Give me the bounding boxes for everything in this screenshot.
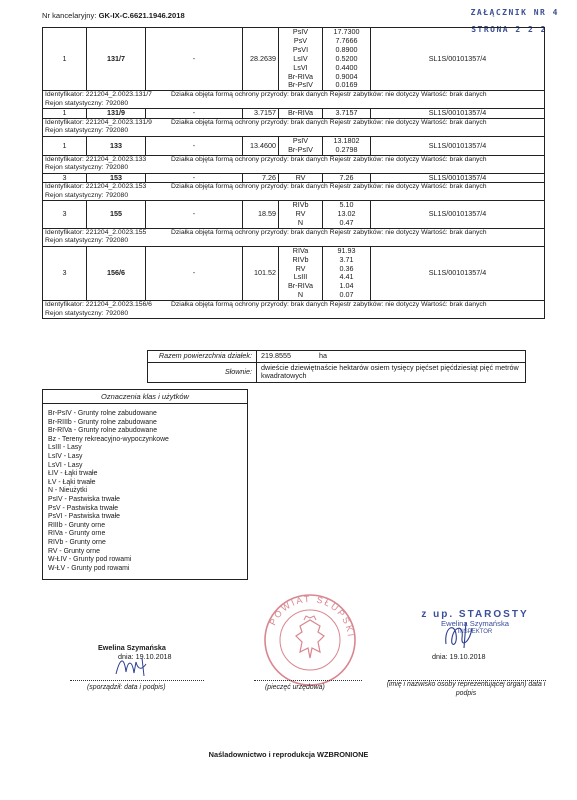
- parcel-identifier: Identyfikator: 221204_2.0023.133: [45, 155, 147, 163]
- authority-date: dnia: 19.10.2018: [432, 652, 486, 661]
- land-register-number: SL1S/00101357/4: [371, 246, 545, 300]
- land-class-area: 4.41: [339, 272, 354, 282]
- land-classes: [279, 173, 323, 183]
- land-class-area: 1.04: [339, 281, 354, 291]
- land-classes: [279, 28, 323, 91]
- land-register-number: SL1S/00101357/4: [371, 201, 545, 229]
- monument-registry: Rejestr zabytków: nie dotyczy: [329, 91, 420, 99]
- land-class: RV: [295, 263, 306, 273]
- legend-item: Br-PsIV - Grunty rolne zabudowane: [48, 410, 157, 417]
- parcel-value: Wartość: brak danych: [421, 228, 487, 236]
- row-lp: 3: [43, 173, 87, 183]
- land-class: LsIII: [293, 272, 308, 282]
- land-class: Br-RIVa: [287, 281, 314, 291]
- footer-notice: Naśladownictwo i reprodukcja WZBRONIONE: [208, 750, 369, 759]
- nature-protection: Działka objęta formą ochrony przyrody: brak danych: [171, 183, 328, 191]
- nature-protection: Działka objęta formą ochrony przyrody: brak danych: [171, 91, 328, 99]
- legend-item: PsVI - Pastwiska trwałe: [48, 513, 120, 521]
- row-placeholder: -: [146, 246, 243, 300]
- legend-item: PsIV - Pastwiska trwałe: [48, 495, 120, 503]
- land-class: RV: [295, 172, 306, 182]
- land-classes: [279, 109, 323, 119]
- row-lp: 1: [43, 28, 87, 91]
- nature-protection: Działka objęta formą ochrony przyrody: brak danych: [171, 301, 328, 309]
- monument-registry: Rejestr zabytków: nie dotyczy: [329, 155, 420, 163]
- legend-item: N - Nieużytki: [48, 487, 88, 495]
- parcel-ident-cell: [43, 183, 545, 201]
- land-class: RIVb: [292, 200, 309, 210]
- parcel-ident-cell: [43, 91, 545, 109]
- monument-registry: Rejestr zabytków: nie dotyczy: [329, 301, 420, 309]
- statistical-region: Rejon statystyczny: 792080: [45, 99, 129, 107]
- parcel-identifier: Identyfikator: 221204_2.0023.155: [45, 228, 147, 236]
- legend-item: Br-RIVa - Grunty rolne zabudowane: [48, 427, 158, 435]
- parcel-ident-row: [43, 183, 545, 201]
- parcel-ident-row: [43, 91, 545, 109]
- row-lp: 3: [43, 246, 87, 300]
- parcel-area: 28.2639: [243, 28, 279, 91]
- land-register-number: SL1S/00101357/4: [371, 109, 545, 119]
- authority-stamp-role: INSPEKTOR: [457, 629, 493, 636]
- land-class-area: 3.7157: [335, 108, 358, 118]
- parcel-ident-row: [43, 119, 545, 137]
- land-class-area: 0.2798: [335, 144, 358, 154]
- legend-item: RIIIb - Grunty orne: [48, 521, 106, 529]
- parcel-area: 7.26: [243, 173, 279, 183]
- legend-item: Br-RIIIb - Grunty rolne zabudowane: [48, 418, 157, 426]
- parcel-value: Wartość: brak danych: [421, 119, 487, 127]
- legend-item: RIVa - Grunty orne: [48, 530, 106, 538]
- row-placeholder: -: [146, 28, 243, 91]
- land-class-areas: [323, 201, 371, 229]
- parcel-identifier: Identyfikator: 221204_2.0023.153: [45, 183, 147, 191]
- legend-list: [43, 404, 247, 579]
- land-class-area: 3.71: [339, 254, 354, 264]
- parcel-ident-cell: [43, 155, 545, 173]
- monument-registry: Rejestr zabytków: nie dotyczy: [329, 228, 420, 236]
- parcel-row: [43, 136, 545, 155]
- land-class: PsIV: [292, 27, 309, 36]
- row-lp: 3: [43, 201, 87, 229]
- parcel-row: [43, 246, 545, 300]
- land-class-area: 17.7300: [333, 27, 360, 36]
- land-class: Br-RIVa: [287, 108, 314, 118]
- parcel-ident-cell: [43, 228, 545, 246]
- seal-ring-label: POWIAT SŁUPSKI: [267, 593, 356, 639]
- preparer-name: Ewelina Szymańska: [98, 643, 166, 652]
- land-class-areas: [323, 136, 371, 155]
- parcel-number: 131/9: [87, 109, 146, 119]
- legend-item: LsIII - Lasy: [48, 444, 82, 452]
- parcel-area: 3.7157: [243, 109, 279, 119]
- land-class: PsVI: [292, 44, 309, 54]
- parcel-area: 101.52: [243, 246, 279, 300]
- seal-line: [254, 680, 362, 681]
- land-class: LsIV: [293, 53, 308, 63]
- land-classes: [279, 136, 323, 155]
- authority-stamp-name: Ewelina Szymańska: [441, 619, 509, 629]
- row-placeholder: -: [146, 201, 243, 229]
- parcel-value: Wartość: brak danych: [421, 155, 487, 163]
- land-class: PsV: [293, 35, 308, 45]
- preparer-caption: (sporządził: data i podpis): [87, 684, 166, 691]
- parcel-value: Wartość: brak danych: [421, 183, 487, 191]
- land-register-number: SL1S/00101357/4: [371, 173, 545, 183]
- official-seal-ring-text: [262, 592, 358, 688]
- preparer-signature: [112, 654, 162, 678]
- land-class: RIVb: [292, 254, 309, 264]
- land-class-area: 91.93: [337, 245, 356, 255]
- statistical-region: Rejon statystyczny: 792080: [45, 127, 129, 135]
- land-class-area: 0.5200: [335, 53, 358, 63]
- page-stamp: STRONA 2 2 2: [471, 25, 547, 34]
- land-register-number: SL1S/00101357/4: [371, 28, 545, 91]
- land-classes: [279, 246, 323, 300]
- legend-box: [42, 389, 248, 580]
- land-class: RV: [295, 209, 306, 219]
- legend-item: Bz - Tereny rekreacyjno-wypoczynkowe: [48, 435, 169, 443]
- seal-caption: (pieczęć urzędowa): [265, 684, 325, 691]
- legend-item: RV - Grunty orne: [48, 547, 100, 555]
- land-class-area: 13.1802: [333, 135, 360, 145]
- land-register-number: SL1S/00101357/4: [371, 136, 545, 155]
- office-number-label: Nr kancelaryjny:: [42, 11, 97, 20]
- land-class-area: 0.9004: [335, 71, 358, 81]
- land-class-area: 0.0169: [335, 80, 358, 90]
- summary-table: [147, 350, 526, 383]
- land-class-areas: [323, 173, 371, 183]
- monument-registry: Rejestr zabytków: nie dotyczy: [329, 119, 420, 127]
- statistical-region: Rejon statystyczny: 792080: [45, 191, 129, 199]
- parcel-identifier: Identyfikator: 221204_2.0023.131/9: [45, 119, 152, 127]
- land-class-area: 13.02: [337, 209, 356, 219]
- land-class-area: 0.8900: [335, 44, 358, 54]
- nature-protection: Działka objęta formą ochrony przyrody: brak danych: [171, 228, 328, 236]
- legend-item: PsV - Pastwiska trwałe: [48, 504, 119, 512]
- parcel-number: 156/6: [87, 246, 146, 300]
- authority-stamp-title: z up. STAROSTY: [421, 609, 529, 620]
- land-class-areas: [323, 246, 371, 300]
- parcel-area: 18.59: [243, 201, 279, 229]
- authority-signature: [440, 618, 480, 652]
- office-number: [42, 11, 185, 20]
- attachment-stamp: ZAŁĄCZNIK NR 4: [470, 8, 559, 17]
- row-placeholder: -: [146, 173, 243, 183]
- land-class: N: [297, 290, 304, 300]
- land-class-area: 7.7666: [335, 35, 358, 45]
- parcel-number: 155: [87, 201, 146, 229]
- land-classes: [279, 201, 323, 229]
- parcel-ident-cell: [43, 119, 545, 137]
- total-area-value: [257, 351, 526, 363]
- legend-item: W-ŁV - Grunty pod rowami: [48, 564, 130, 572]
- land-class: Br-PsIV: [288, 80, 313, 90]
- parcel-number: 131/7: [87, 28, 146, 91]
- row-placeholder: -: [146, 109, 243, 119]
- nature-protection: Działka objęta formą ochrony przyrody: brak danych: [171, 119, 328, 127]
- legend-item: W-ŁIV - Grunty pod rowami: [48, 556, 132, 564]
- land-class-areas: [323, 28, 371, 91]
- parcel-ident-cell: [43, 301, 545, 319]
- statistical-region: Rejon statystyczny: 792080: [45, 309, 129, 317]
- land-class-area: 0.36: [339, 263, 354, 273]
- office-number-value: GK-IX-C.6621.1946.2018: [98, 11, 185, 20]
- parcel-row: [43, 28, 545, 91]
- legend-item: ŁIV - Łąki trwałe: [48, 470, 98, 478]
- statistical-region: Rejon statystyczny: 792080: [45, 164, 129, 172]
- parcel-number: 133: [87, 136, 146, 155]
- total-area-unit: ha: [318, 351, 327, 360]
- parcel-ident-row: [43, 155, 545, 173]
- parcel-ident-row: [43, 228, 545, 246]
- total-area-number: 219.8555: [261, 351, 291, 360]
- land-class: Br-RIVa: [287, 71, 314, 81]
- parcel-value: Wartość: brak danych: [421, 91, 487, 99]
- land-class: Br-PsIV: [288, 144, 313, 154]
- legend-title: Oznaczenia klas i użytków: [43, 390, 247, 404]
- monument-registry: Rejestr zabytków: nie dotyczy: [329, 183, 420, 191]
- land-class: N: [297, 218, 304, 228]
- land-class: RIVa: [292, 245, 309, 255]
- words-label: Słownie:: [148, 362, 257, 382]
- legend-item: LsIV - Lasy: [48, 452, 83, 460]
- parcel-row: [43, 173, 545, 183]
- land-class: PsIV: [292, 135, 309, 145]
- land-class-area: 5.10: [339, 200, 354, 210]
- land-class-area: 0.07: [339, 290, 354, 300]
- land-class-area: 0.4400: [335, 62, 358, 72]
- land-class: LsVI: [293, 62, 308, 72]
- statistical-region: Rejon statystyczny: 792080: [45, 237, 129, 245]
- row-placeholder: -: [146, 136, 243, 155]
- land-class-area: 0.47: [339, 218, 354, 228]
- land-class-areas: [323, 109, 371, 119]
- parcel-ident-row: [43, 301, 545, 319]
- parcel-identifier: Identyfikator: 221204_2.0023.156/6: [45, 301, 152, 309]
- parcel-value: Wartość: brak danych: [421, 301, 487, 309]
- svg-text:POWIAT SŁUPSKI: [267, 594, 356, 639]
- row-lp: 1: [43, 136, 87, 155]
- parcel-area: 13.4600: [243, 136, 279, 155]
- land-class-area: 7.26: [339, 172, 354, 182]
- official-seal-text: [262, 592, 358, 688]
- legend-item: RIVb - Grunty orne: [48, 538, 106, 546]
- total-area-label: Razem powierzchnia działek:: [148, 351, 257, 363]
- parcel-number: 153: [87, 173, 146, 183]
- row-lp: 1: [43, 109, 87, 119]
- parcel-row: [43, 201, 545, 229]
- preparer-date: dnia: 19.10.2018: [118, 652, 172, 661]
- nature-protection: Działka objęta formą ochrony przyrody: brak danych: [171, 155, 328, 163]
- legend-item: LsVI - Lasy: [48, 461, 83, 469]
- parcel-identifier: Identyfikator: 221204_2.0023.131/7: [45, 91, 152, 99]
- authority-caption: (imię i nazwisko osoby reprezentującej organ) data i podpis: [386, 681, 546, 697]
- preparer-signature-line: [70, 680, 204, 681]
- words-value: dwieście dziewiętnaście hektarów osiem tysięcy pięćset pięćdziesiąt pięć metrów kwadratowych: [257, 362, 526, 382]
- parcel-row: [43, 109, 545, 119]
- legend-item: ŁV - Łąki trwałe: [48, 478, 96, 486]
- parcel-register-table: [42, 27, 545, 319]
